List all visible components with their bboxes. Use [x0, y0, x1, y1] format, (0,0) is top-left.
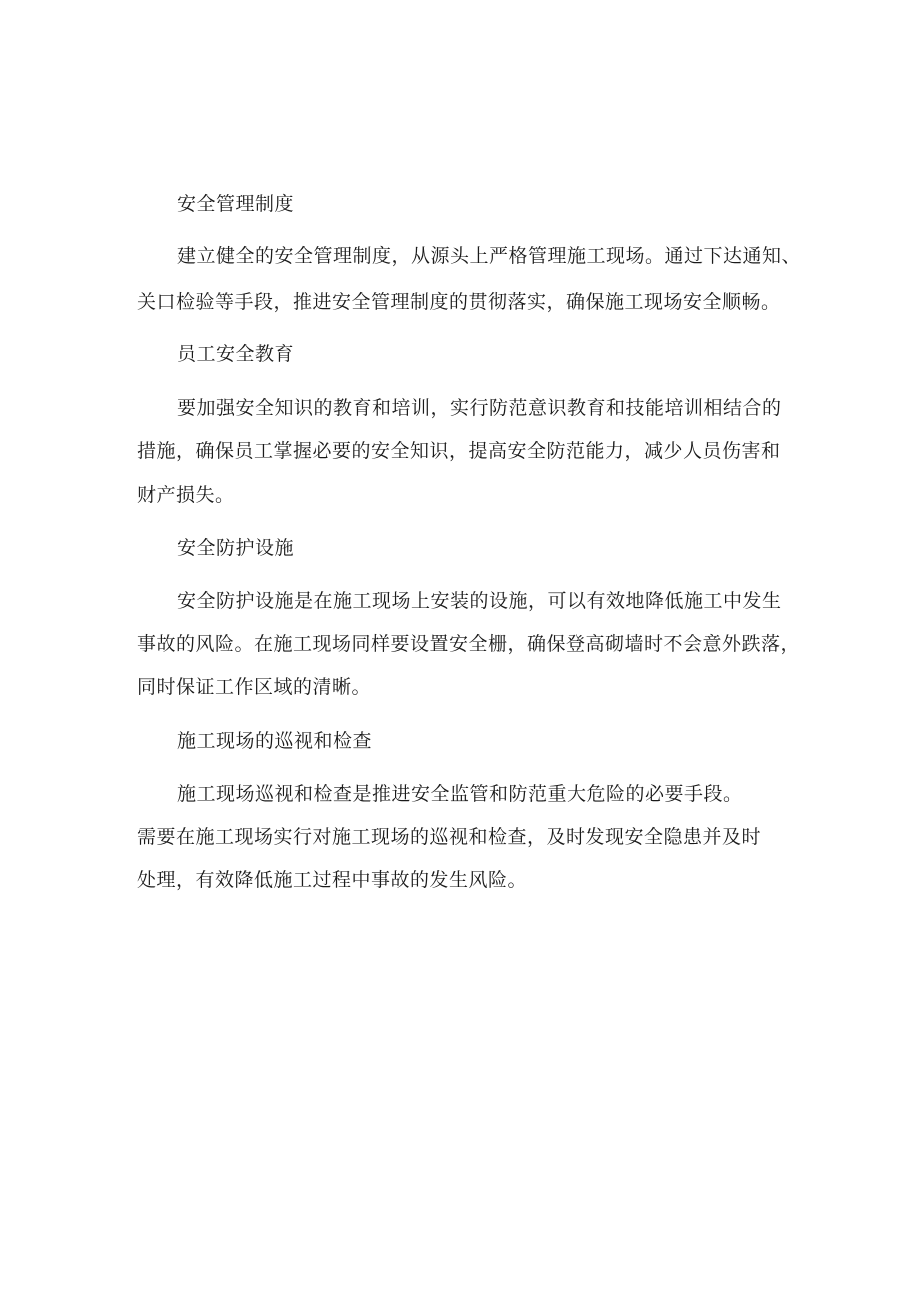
section-heading: 安全管理制度 [177, 193, 295, 215]
paragraph-line: 措施，确保员工掌握必要的安全知识，提高安全防范能力，减少人员伤害和 [137, 440, 781, 462]
paragraph-line: 需要在施工现场实行对施工现场的巡视和检查，及时发现安全隐患并及时 [137, 826, 762, 848]
paragraph-line: 处理，有效降低施工过程中事故的发生风险。 [137, 869, 528, 891]
section-heading: 施工现场的巡视和检查 [177, 730, 373, 752]
paragraph-line: 要加强安全知识的教育和培训，实行防范意识教育和技能培训相结合的 [177, 397, 782, 419]
section-heading: 安全防护设施 [177, 537, 295, 559]
paragraph-line: 同时保证工作区域的清晰。 [137, 676, 372, 698]
paragraph-line: 事故的风险。在施工现场同样要设置安全栅，确保登高砌墙时不会意外跌落， [137, 633, 801, 655]
paragraph-line: 施工现场巡视和检查是推进安全监管和防范重大危险的必要手段。 [177, 783, 743, 805]
paragraph-line: 关口检验等手段，推进安全管理制度的贯彻落实，确保施工现场安全顺畅。 [137, 291, 781, 313]
section-heading: 员工安全教育 [177, 343, 295, 365]
paragraph-line: 财产损失。 [137, 484, 235, 506]
paragraph-line: 安全防护设施是在施工现场上安装的设施，可以有效地降低施工中发生 [177, 590, 782, 612]
paragraph-line: 建立健全的安全管理制度，从源头上严格管理施工现场。通过下达通知、 [177, 245, 802, 267]
